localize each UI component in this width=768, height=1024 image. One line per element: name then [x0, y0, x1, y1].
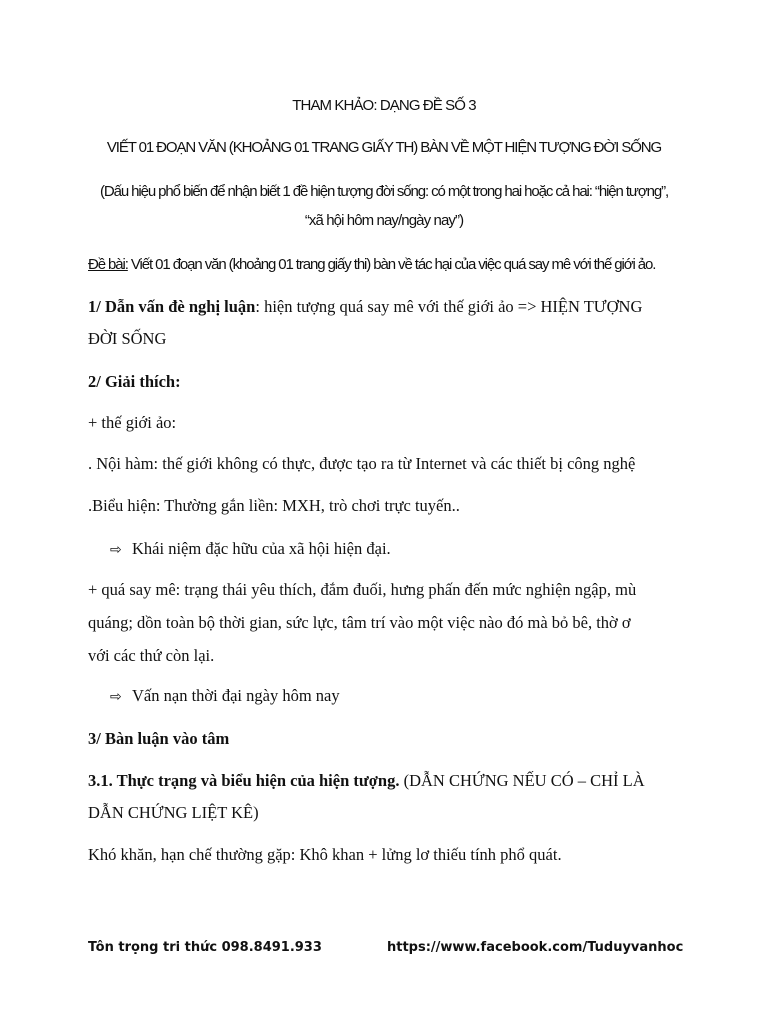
conclusion-2: [110, 686, 340, 706]
section-3-1-text: Khó khăn, hạn chế thường gặp: Khô khan + lửng lơ thiếu tính phổ quát.: [88, 845, 562, 864]
section-1: [88, 297, 642, 317]
section-3-1: [88, 771, 645, 791]
arrow-right-icon: ⇨: [110, 542, 122, 558]
section-3-1-heading: 3.1. Thực trạng và biểu hiện của hiện tượng.: [88, 771, 400, 790]
section-3-1-note: (DẪN CHỨNG NẾU CÓ – CHỈ LÀ: [399, 771, 645, 790]
document-title: THAM KHẢO: DẠNG ĐỀ SỐ 3: [292, 97, 476, 114]
definition-obsession-line-3: với các thứ còn lại.: [88, 646, 215, 665]
footer-link[interactable]: https://www.facebook.com/Tuduyvanhoc: [387, 940, 684, 955]
section-1-heading: 1/ Dẫn vấn đè nghị luận: [88, 297, 256, 316]
conclusion-1-text: Khái niệm đặc hữu của xã hội hiện đại.: [132, 539, 391, 558]
conclusion-2-text: Vấn nạn thời đại ngày hôm nay: [132, 686, 340, 705]
assignment-prompt: [88, 256, 655, 273]
definition-obsession-line-1: + quá say mê: trạng thái yêu thích, đắm đuối, hưng phấn đến mức nghiện ngập, mù: [88, 580, 637, 599]
section-3-heading: 3/ Bàn luận vào tâm: [88, 729, 230, 748]
definition-virtual-world: + thế giới ảo:: [88, 413, 177, 432]
section-2-heading: 2/ Giải thích:: [88, 372, 181, 391]
definition-obsession-line-2: quáng; dồn toàn bộ thời gian, sức lực, tâm trí vào một việc nào đó mà bỏ bê, thờ ơ: [88, 613, 631, 632]
footer-left: Tôn trọng tri thức 098.8491.933: [88, 940, 322, 955]
arrow-right-icon: ⇨: [110, 689, 122, 705]
section-1-text: : hiện tượng quá say mê với thế giới ảo => HIỆN TƯỢNG: [255, 297, 643, 316]
document-subtitle: VIẾT 01 ĐOẠN VĂN (KHOẢNG 01 TRANG GIẤY TH) BÀN VỀ MỘT HIỆN TƯỢNG ĐỜI SỐNG: [106, 139, 662, 156]
definition-expression: .Biểu hiện: Thường gắn liền: MXH, trò chơi trực tuyến..: [88, 496, 460, 515]
definition-meaning: . Nội hàm: thế giới không có thực, được tạo ra từ Internet và các thiết bị công nghệ: [88, 454, 636, 473]
note-line-2: “xã hội hôm nay/ngày nay”): [304, 212, 464, 229]
note-line-1: (Dấu hiệu phổ biến để nhận biết 1 đề hiện tượng đời sống: có một trong hai hoặc cả hai: “hiện tượng”,: [99, 183, 669, 200]
section-1-text-cont: ĐỜI SỐNG: [88, 329, 167, 348]
assignment-text: Viết 01 đoạn văn (khoảng 01 trang giấy thi) bàn về tác hại của việc quá say mê với thế giới ảo.: [127, 256, 656, 273]
conclusion-1: [110, 539, 391, 559]
assignment-label: Đề bài:: [88, 256, 128, 273]
section-3-1-note-cont: DẪN CHỨNG LIỆT KÊ): [88, 803, 259, 822]
